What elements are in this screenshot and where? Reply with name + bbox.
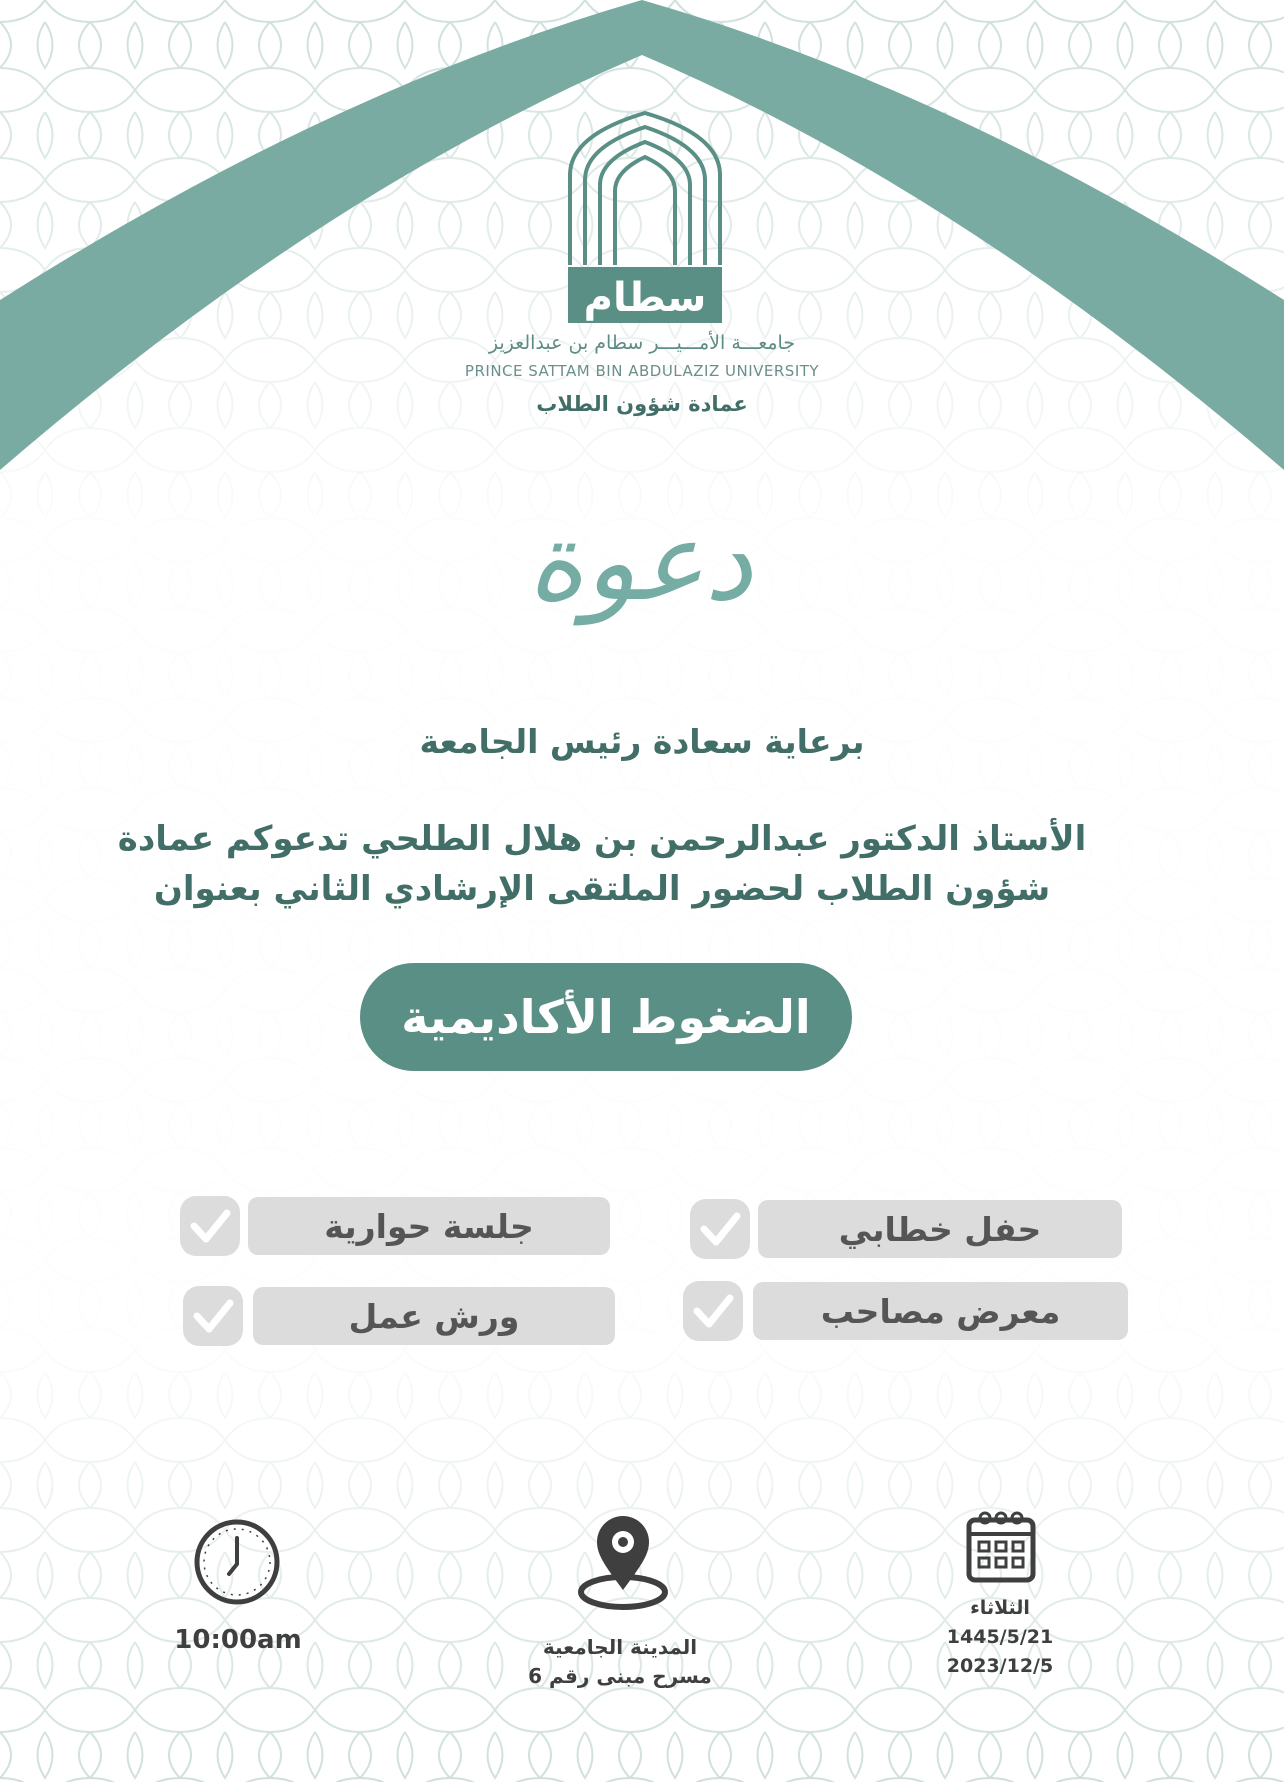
invitation-line-1: الأستاذ الدكتور عبدالرحمن بن هلال الطلحي تدعوكم عمادة <box>117 819 1087 859</box>
event-time: 10:00am <box>174 1625 302 1655</box>
activity-label: حفل خطابي <box>838 1209 1042 1249</box>
activity-tag <box>758 1200 1122 1258</box>
clock-icon <box>193 1518 281 1606</box>
activity-panel-discussion <box>180 1197 610 1255</box>
check-icon <box>690 1199 750 1259</box>
location-pin-icon <box>575 1512 671 1612</box>
location-line-2: مسرح مبنى رقم 6 <box>528 1664 712 1688</box>
patronage-line: برعاية سعادة رئيس الجامعة <box>419 722 865 761</box>
activity-label: معرض مصاحب <box>820 1291 1061 1331</box>
check-icon <box>683 1281 743 1341</box>
event-title-badge <box>360 963 852 1071</box>
check-icon <box>183 1286 243 1346</box>
activity-tag <box>248 1197 610 1255</box>
activity-label: جلسة حوارية <box>324 1206 534 1246</box>
event-day: الثلاثاء <box>970 1597 1030 1619</box>
event-location <box>490 1633 750 1691</box>
location-line-1: المدينة الجامعية <box>542 1635 698 1659</box>
activity-tag <box>253 1287 615 1345</box>
event-date-gregorian: 2023/12/5 <box>946 1655 1054 1677</box>
deanship-name: عمادة شؤون الطلاب <box>536 392 748 416</box>
event-date <box>905 1594 1095 1681</box>
event-date-hijri: 1445/5/21 <box>946 1626 1054 1648</box>
activity-workshops <box>183 1287 615 1345</box>
invitation-line-2: شؤون الطلاب لحضور الملتقى الإرشادي الثاني بعنوان <box>153 869 1051 909</box>
calendar-icon <box>965 1510 1037 1584</box>
university-logo <box>550 105 740 330</box>
invitation-text <box>102 814 1102 914</box>
university-name-arabic: جامعـــة الأمـــيـــر سطام بن عبدالعزيز <box>488 332 796 354</box>
university-name-english: PRINCE SATTAM BIN ABDULAZIZ UNIVERSITY <box>464 362 820 380</box>
activity-tag <box>753 1282 1128 1340</box>
invitation-calligraphy: دعوة <box>527 500 753 625</box>
check-icon <box>180 1196 240 1256</box>
activity-speech-ceremony <box>690 1200 1122 1258</box>
activity-exhibition <box>683 1282 1128 1340</box>
logo-lettering: سطام <box>583 275 707 321</box>
event-title: الضغوط الأكاديمية <box>401 990 811 1044</box>
activity-label: ورش عمل <box>348 1296 520 1336</box>
